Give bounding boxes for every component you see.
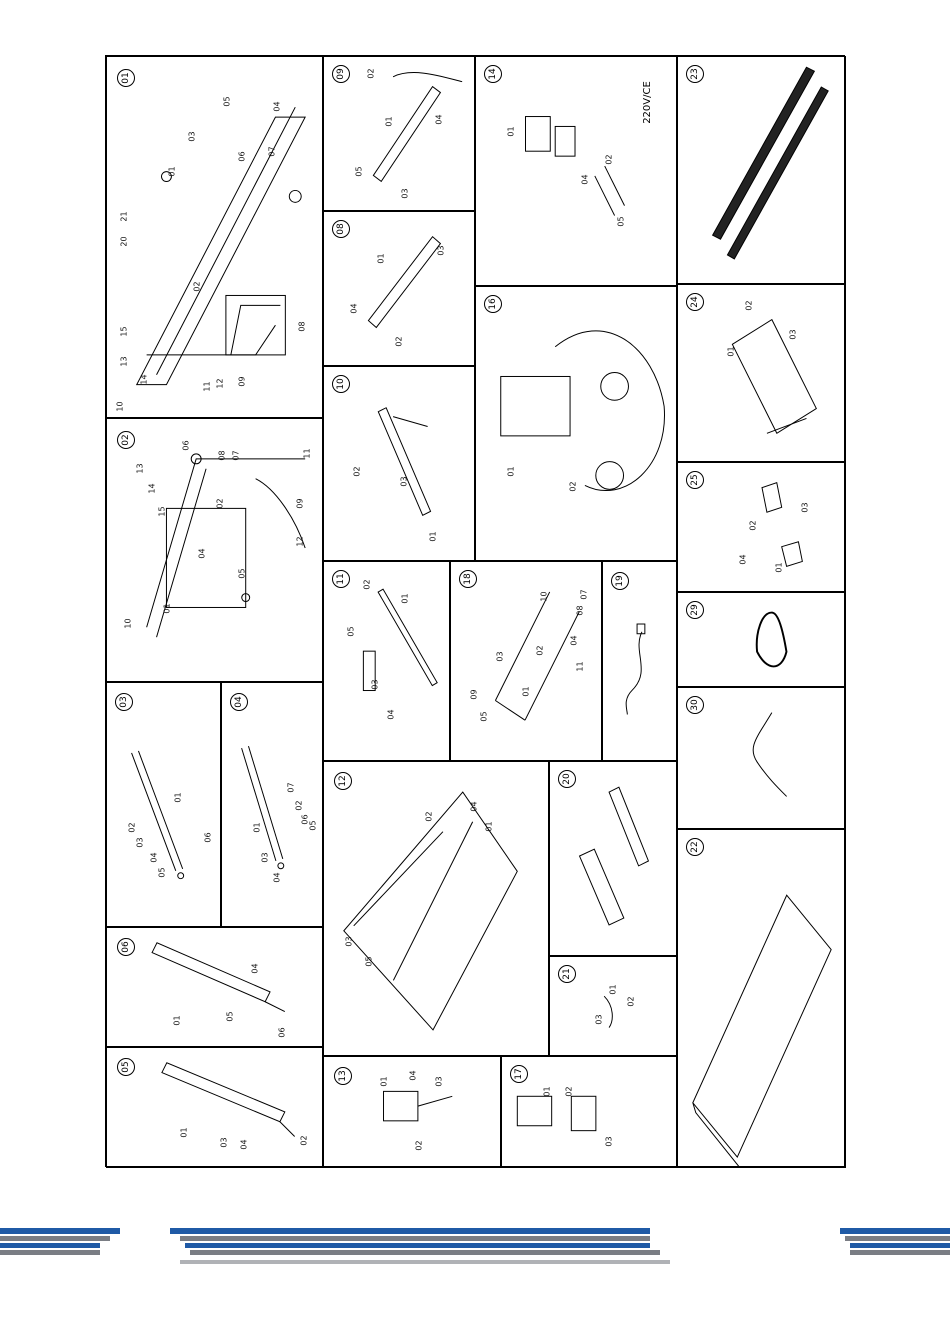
panel-29 bbox=[677, 592, 846, 687]
part-label: 04 bbox=[469, 801, 479, 812]
part-label: 07 bbox=[267, 146, 277, 157]
part-label: 04 bbox=[434, 114, 444, 125]
part-label: 14 bbox=[147, 483, 157, 494]
part-label: 01 bbox=[484, 821, 494, 832]
panel-06-drawing bbox=[107, 928, 322, 1046]
footer-left-stripes bbox=[0, 1228, 120, 1255]
part-label: 06 bbox=[181, 440, 191, 451]
panel-02-number: 02 bbox=[117, 431, 135, 449]
part-label: 03 bbox=[594, 1014, 604, 1025]
part-label: 05 bbox=[308, 820, 318, 831]
panel-24-drawing bbox=[678, 285, 845, 461]
part-label: 11 bbox=[575, 661, 585, 672]
panel-01 bbox=[106, 56, 323, 418]
panel-08-number: 08 bbox=[332, 220, 350, 238]
part-label: 02 bbox=[294, 800, 304, 811]
part-label: 03 bbox=[800, 502, 810, 513]
panel-06-number: 06 bbox=[117, 938, 135, 956]
panel-03-drawing bbox=[107, 683, 220, 926]
panel-25 bbox=[677, 462, 846, 592]
part-label: 02 bbox=[414, 1140, 424, 1151]
panel-10-number: 10 bbox=[332, 375, 350, 393]
panel-22 bbox=[677, 829, 846, 1168]
panel-29-number: 29 bbox=[686, 601, 704, 619]
part-label: 02 bbox=[626, 996, 636, 1007]
part-label: 08 bbox=[217, 450, 227, 461]
part-label: 01 bbox=[521, 686, 531, 697]
panel-22-drawing bbox=[678, 830, 845, 1167]
part-label: 05 bbox=[354, 166, 364, 177]
part-label: 05 bbox=[616, 216, 626, 227]
panel-04 bbox=[221, 682, 323, 927]
part-label: 04 bbox=[272, 872, 282, 883]
part-label: 06 bbox=[277, 1027, 287, 1038]
part-label: 04 bbox=[569, 635, 579, 646]
footer-stripes bbox=[0, 1222, 950, 1282]
part-label: 09 bbox=[295, 498, 305, 509]
part-label: 04 bbox=[250, 963, 260, 974]
part-label: 13 bbox=[119, 356, 129, 367]
part-label: 06 bbox=[300, 814, 310, 825]
part-label: 02 bbox=[535, 645, 545, 656]
panel-04-drawing bbox=[222, 683, 322, 926]
part-label: 05 bbox=[346, 626, 356, 637]
part-label: 13 bbox=[135, 463, 145, 474]
part-label: 01 bbox=[774, 562, 784, 573]
part-label: 12 bbox=[295, 536, 305, 547]
panel-16-drawing bbox=[502, 1057, 676, 1167]
part-label: 01 bbox=[608, 984, 618, 995]
part-label: 02 bbox=[564, 1086, 574, 1097]
part-label: 10 bbox=[539, 591, 549, 602]
part-label: 03 bbox=[604, 1136, 614, 1147]
panel-11 bbox=[323, 561, 450, 761]
panel-21 bbox=[549, 761, 677, 956]
part-label: 02 bbox=[362, 579, 372, 590]
part-label: 10 bbox=[123, 618, 133, 629]
part-label: 02 bbox=[748, 520, 758, 531]
part-label: 07 bbox=[286, 782, 296, 793]
panel-23-drawing bbox=[678, 57, 845, 283]
panel-17-number: 21 bbox=[558, 965, 576, 983]
panel-20 bbox=[602, 561, 677, 761]
part-label: 01 bbox=[542, 1086, 552, 1097]
part-label: 04 bbox=[349, 303, 359, 314]
panel-19-number: 16 bbox=[484, 295, 502, 313]
part-label: 01 bbox=[379, 1076, 389, 1087]
panel-16 bbox=[501, 1056, 677, 1168]
part-label: 03 bbox=[370, 679, 380, 690]
part-label: 02 bbox=[394, 336, 404, 347]
panel-17 bbox=[549, 956, 677, 1056]
part-label: 08 bbox=[575, 605, 585, 616]
part-label: 04 bbox=[239, 1139, 249, 1150]
part-label: 05 bbox=[479, 711, 489, 722]
part-label: 01 bbox=[726, 346, 736, 357]
part-label: 03 bbox=[788, 329, 798, 340]
part-label: 04 bbox=[386, 709, 396, 720]
part-label: 08 bbox=[297, 321, 307, 332]
part-label: 02 bbox=[215, 498, 225, 509]
panel-24 bbox=[677, 284, 846, 462]
part-label: 01 bbox=[167, 166, 177, 177]
part-label: 03 bbox=[400, 188, 410, 199]
footer-right-stripes bbox=[840, 1228, 950, 1255]
panel-22-number: 22 bbox=[686, 838, 704, 856]
panel-18 bbox=[475, 56, 677, 286]
panel-25-number: 25 bbox=[686, 471, 704, 489]
panel-12-number: 18 bbox=[459, 570, 477, 588]
part-label: 05 bbox=[222, 96, 232, 107]
part-label: 12 bbox=[215, 378, 225, 389]
panel-01-drawing bbox=[107, 57, 322, 417]
voltage-label: 220V/CE bbox=[641, 81, 653, 124]
part-label: 03 bbox=[260, 852, 270, 863]
part-label: 09 bbox=[237, 376, 247, 387]
part-label: 05 bbox=[225, 1011, 235, 1022]
part-label: 02 bbox=[744, 300, 754, 311]
part-label: 05 bbox=[237, 568, 247, 579]
panel-13-number: 12 bbox=[334, 772, 352, 790]
panel-04-number: 04 bbox=[230, 693, 248, 711]
panel-30-number: 30 bbox=[686, 696, 704, 714]
part-label: 05 bbox=[364, 956, 374, 967]
part-label: 07 bbox=[579, 589, 589, 600]
part-label: 07 bbox=[231, 450, 241, 461]
part-label: 10 bbox=[115, 401, 125, 412]
part-label: 01 bbox=[376, 253, 386, 264]
part-label: 02 bbox=[604, 154, 614, 165]
part-label: 03 bbox=[219, 1137, 229, 1148]
part-label: 05 bbox=[157, 867, 167, 878]
part-label: 15 bbox=[119, 326, 129, 337]
panel-13 bbox=[323, 761, 549, 1056]
panel-12 bbox=[450, 561, 602, 761]
part-label: 06 bbox=[203, 832, 213, 843]
panel-03 bbox=[106, 682, 221, 927]
panel-13-drawing bbox=[324, 762, 548, 1055]
part-label: 06 bbox=[237, 151, 247, 162]
panel-05 bbox=[106, 1047, 323, 1168]
part-label: 11 bbox=[202, 381, 212, 392]
part-label: 02 bbox=[568, 481, 578, 492]
part-label: 02 bbox=[192, 281, 202, 292]
part-label: 03 bbox=[344, 936, 354, 947]
part-label: 01 bbox=[179, 1127, 189, 1138]
panel-09-number: 09 bbox=[332, 65, 350, 83]
part-label: 02 bbox=[366, 68, 376, 79]
part-label: 01 bbox=[173, 792, 183, 803]
panel-19-drawing bbox=[476, 287, 676, 560]
panel-14-number: 13 bbox=[334, 1067, 352, 1085]
panel-03-number: 03 bbox=[115, 693, 133, 711]
panel-08 bbox=[323, 211, 475, 366]
part-label: 04 bbox=[580, 174, 590, 185]
part-label: 03 bbox=[135, 837, 145, 848]
part-label: 01 bbox=[162, 603, 172, 614]
panel-05-number: 05 bbox=[117, 1058, 135, 1076]
panel-02 bbox=[106, 418, 323, 682]
panel-05-drawing bbox=[107, 1048, 322, 1167]
part-label: 04 bbox=[197, 548, 207, 559]
panel-01-number: 01 bbox=[117, 69, 135, 87]
part-label: 04 bbox=[149, 852, 159, 863]
part-label: 20 bbox=[119, 236, 129, 247]
panel-06 bbox=[106, 927, 323, 1047]
panel-10 bbox=[323, 366, 475, 561]
panel-23 bbox=[677, 56, 846, 284]
panel-14 bbox=[323, 1056, 501, 1168]
panel-11-number: 11 bbox=[332, 570, 350, 588]
part-label: 11 bbox=[302, 448, 312, 459]
part-label: 03 bbox=[434, 1076, 444, 1087]
part-label: 03 bbox=[495, 651, 505, 662]
panel-20-number: 19 bbox=[611, 572, 629, 590]
panel-10-drawing bbox=[324, 367, 474, 560]
part-label: 02 bbox=[299, 1135, 309, 1146]
part-label: 03 bbox=[399, 476, 409, 487]
part-label: 09 bbox=[469, 689, 479, 700]
part-label: 04 bbox=[272, 101, 282, 112]
part-label: 01 bbox=[506, 126, 516, 137]
panel-11-drawing bbox=[324, 562, 449, 760]
panel-19 bbox=[475, 286, 677, 561]
part-label: 02 bbox=[127, 822, 137, 833]
part-label: 15 bbox=[157, 506, 167, 517]
part-label: 01 bbox=[252, 822, 262, 833]
part-label: 02 bbox=[352, 466, 362, 477]
panel-16-number: 17 bbox=[510, 1065, 528, 1083]
panel-23-number: 23 bbox=[686, 65, 704, 83]
panel-21-drawing bbox=[550, 762, 676, 955]
exploded-diagram-sheet bbox=[105, 55, 845, 1167]
panel-24-number: 24 bbox=[686, 293, 704, 311]
part-label: 03 bbox=[187, 131, 197, 142]
panel-02-drawing bbox=[107, 419, 322, 681]
part-label: 01 bbox=[172, 1015, 182, 1026]
panel-18-number: 14 bbox=[484, 65, 502, 83]
part-label: 01 bbox=[384, 116, 394, 127]
panel-20-drawing bbox=[603, 562, 676, 760]
part-label: 04 bbox=[738, 554, 748, 565]
part-label: 03 bbox=[436, 245, 446, 256]
part-label: 01 bbox=[428, 531, 438, 542]
part-label: 21 bbox=[119, 211, 129, 222]
panel-30 bbox=[677, 687, 846, 829]
part-label: 04 bbox=[408, 1070, 418, 1081]
part-label: 14 bbox=[139, 374, 149, 385]
panel-21-number: 20 bbox=[558, 770, 576, 788]
panel-09 bbox=[323, 56, 475, 211]
part-label: 01 bbox=[506, 466, 516, 477]
part-label: 02 bbox=[424, 811, 434, 822]
footer-center-stripes bbox=[170, 1228, 670, 1264]
part-label: 01 bbox=[400, 593, 410, 604]
